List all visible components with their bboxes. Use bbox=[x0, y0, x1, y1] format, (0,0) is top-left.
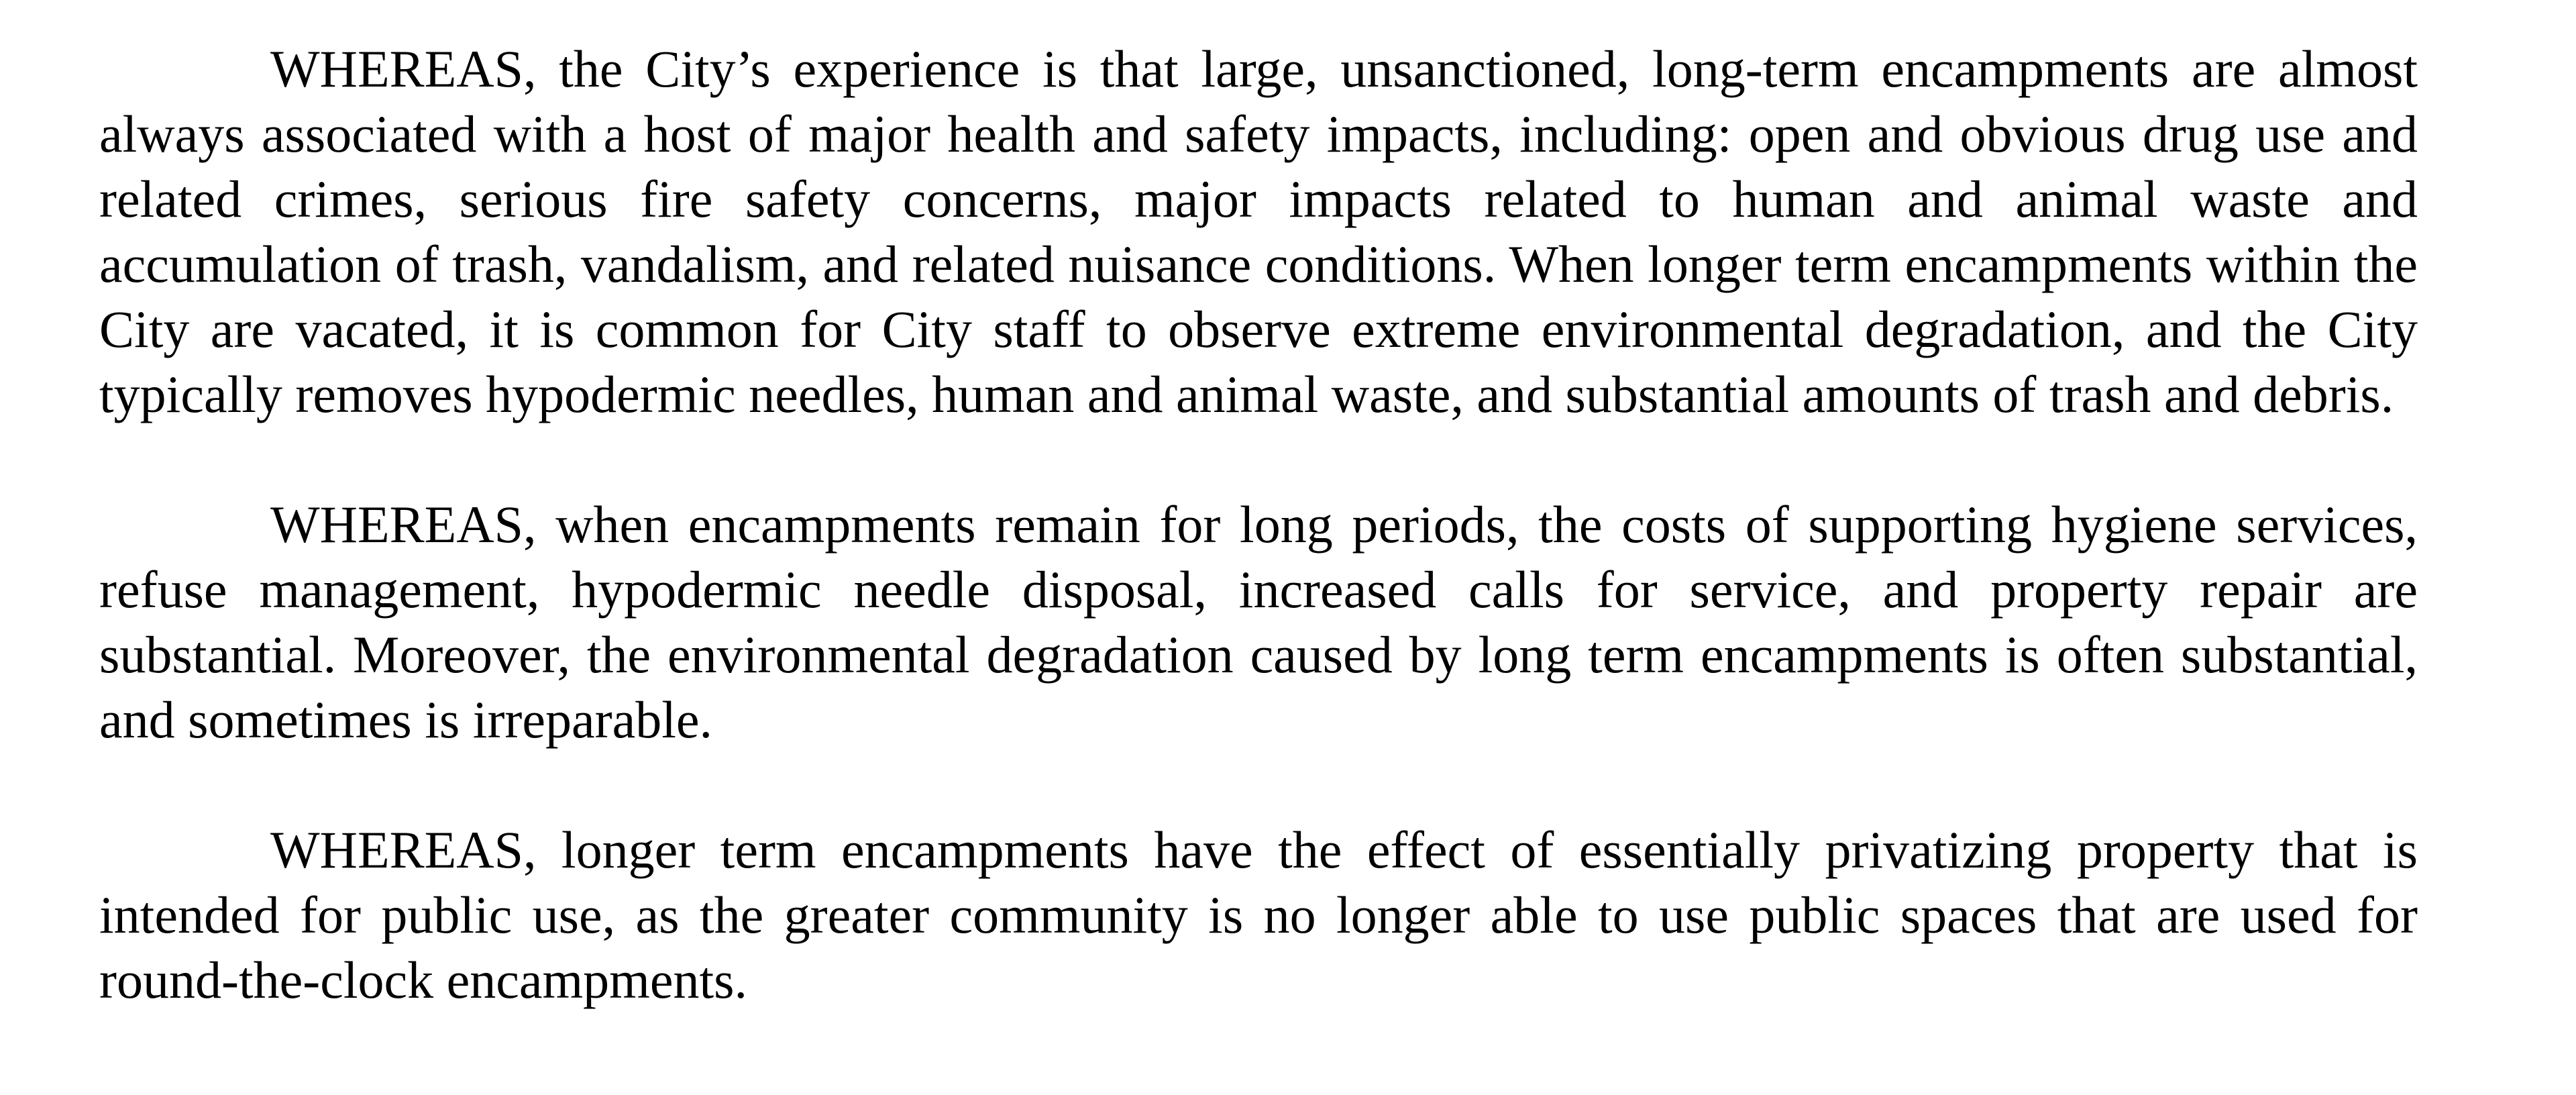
whereas-paragraph-costs: WHEREAS, when encampments remain for long periods, the costs of supporting hygiene services, refuse management, hypodermic needle disposal, increased calls for service, and property repair are substantial. Moreover, the environmental degradation caused by long term encampments is often substantial, and sometimes is irreparable. bbox=[99, 495, 2418, 749]
document-page bbox=[99, 36, 2418, 1012]
whereas-paragraph-public-use: WHEREAS, longer term encampments have the effect of essentially privatizing property that is intended for public use, as the greater community is no longer able to use public spaces that are used for round-the-clock encampments. bbox=[99, 821, 2418, 1009]
whereas-paragraph-health-safety: WHEREAS, the City’s experience is that large, unsanctioned, long-term encampments are almost always associated with a host of major health and safety impacts, including: open and obvious drug use and related crimes, serious fire safety concerns, major impacts related to human and animal waste and accumulation of trash, vandalism, and related nuisance conditions. When longer term encampments within the City are vacated, it is common for City staff to observe extreme environmental degradation, and the City typically removes hypodermic needles, human and animal waste, and substantial amounts of trash and debris. bbox=[99, 40, 2418, 423]
